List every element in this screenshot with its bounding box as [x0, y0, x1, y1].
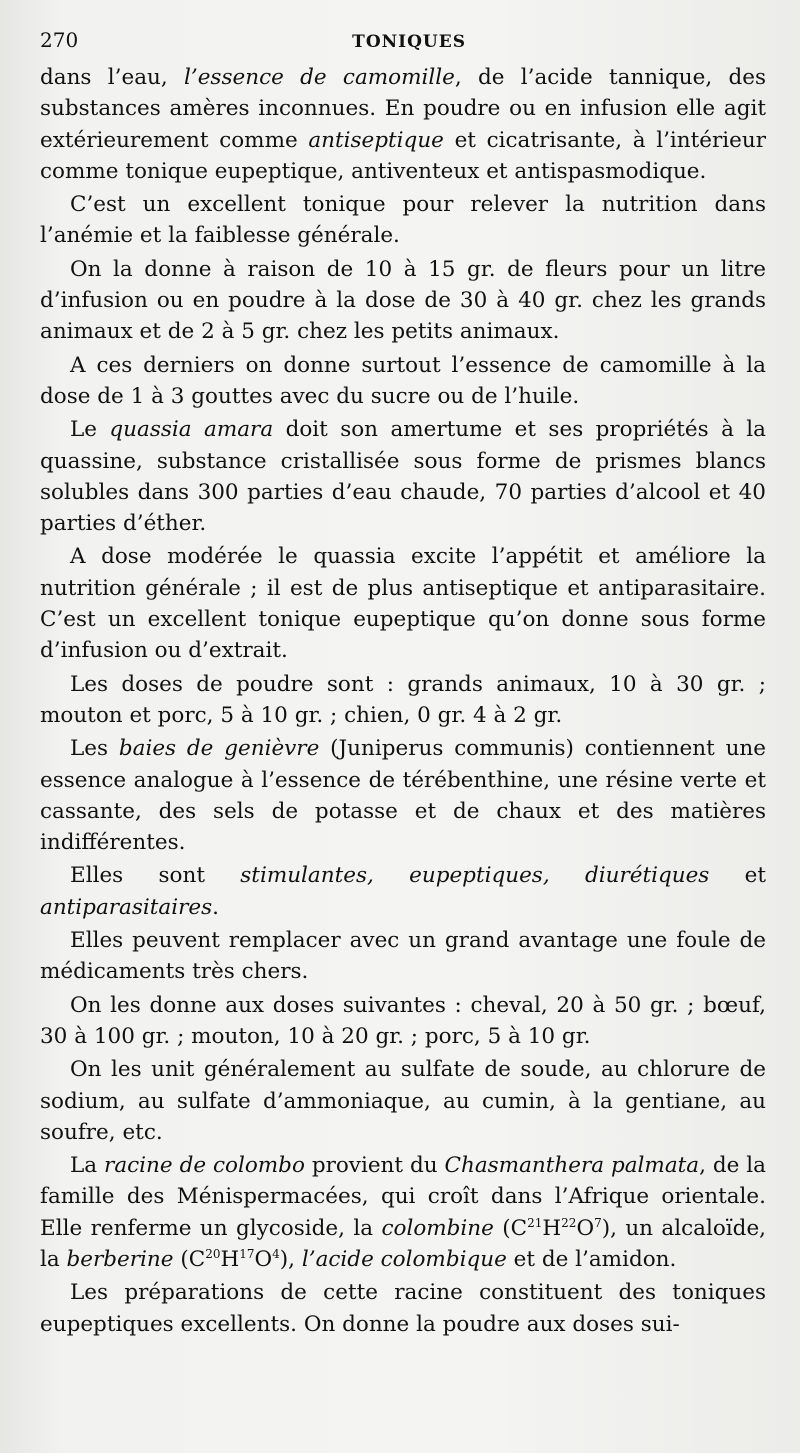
- text-run: et cicatrisante, à l’intérieur comme tonique eupeptique, antiventeux et antispasmodique.: [40, 127, 766, 184]
- paragraph: [40, 541, 766, 666]
- text-run: Le: [70, 417, 110, 443]
- text-run: A ces derniers on donne surtout l’essence de camomille à la dose de 1 à 3 gouttes avec du sucre ou de l’huile.: [40, 352, 766, 409]
- formula-superscript: 17: [239, 1246, 255, 1261]
- text-run: La: [70, 1153, 105, 1179]
- text-run: On la donne à raison de 10 à 15 gr. de fleurs pour un litre d’infusion ou en poudre à la dose de 30 à 40 gr. chez les grands animaux et de 2 à 5 gr. chez les petits animaux.: [40, 256, 766, 345]
- paragraph: [40, 350, 766, 413]
- text-run: ), un alcaloïde, la: [40, 1215, 766, 1272]
- paragraph: [40, 189, 766, 252]
- text-run: et: [709, 863, 766, 889]
- text-run: Les préparations de cette racine constituent des toniques eupeptiques excellents. On donne la poudre aux doses sui-: [40, 1280, 766, 1337]
- running-head: [40, 28, 766, 62]
- text-run: .: [212, 894, 219, 920]
- text-run: On les donne aux doses suivantes : cheval, 20 à 50 gr. ; bœuf, 30 à 100 gr. ; mouton, 10 à 20 gr. ; porc, 5 à 10 gr.: [40, 992, 766, 1049]
- text-run: doit son amertume et ses propriétés à la quassine, substance cristallisée sous forme de prismes blancs solubles dans 300 parties d’eau chaude, 70 parties d’alcool et 40 parties d’éther.: [40, 417, 766, 537]
- body-text: [40, 62, 766, 1340]
- formula-superscript: 20: [205, 1246, 221, 1261]
- page-number: 270: [40, 28, 79, 52]
- italic-term: stimulantes, eupeptiques, diurétiques: [240, 863, 710, 889]
- paragraph: [40, 62, 766, 187]
- text-run: (Juniperus communis) contiennent une essence analogue à l’essence de térébenthine, une résine verte et cassante, des sels de potasse et de chaux et des matières indifférentes.: [40, 736, 766, 856]
- paragraph: [40, 925, 766, 988]
- italic-term: l’acide colombique: [301, 1246, 507, 1272]
- text-run: O: [254, 1246, 273, 1272]
- italic-term: colombine: [381, 1215, 494, 1241]
- text-run: (C: [173, 1246, 206, 1272]
- text-run: et de l’amidon.: [506, 1246, 677, 1272]
- text-run: Elles sont: [70, 863, 241, 889]
- text-run: O: [576, 1215, 595, 1241]
- formula-superscript: 7: [594, 1215, 602, 1230]
- formula-superscript: 21: [527, 1215, 543, 1230]
- text-run: , de la famille des Ménispermacées, qui croît dans l’Afrique orientale. Elle renferme un glycoside, la: [40, 1153, 766, 1241]
- text-run: On les unit généralement au sulfate de soude, au chlorure de sodium, au sulfate d’ammoniaque, au cumin, à la gentiane, au soufre, etc.: [40, 1057, 766, 1145]
- formula-superscript: 22: [561, 1215, 577, 1230]
- text-run: C’est un excellent tonique pour relever la nutrition dans l’anémie et la faiblesse générale.: [40, 192, 766, 249]
- text-run: provient du: [304, 1153, 445, 1179]
- italic-term: Chasmanthera palmata: [444, 1153, 700, 1179]
- text-run: A dose modérée le quassia excite l’appétit et améliore la nutrition générale ; il est de plus antiseptique et antiparasitaire. C’est un excellent tonique eupeptique qu’on donne sous forme d’infusion ou d’extrait.: [40, 544, 766, 664]
- italic-term: berberine: [66, 1246, 174, 1272]
- paragraph: [40, 669, 766, 732]
- text-run: H: [542, 1215, 562, 1241]
- text-run: (C: [493, 1215, 528, 1241]
- italic-term: l’essence de camomille: [184, 65, 455, 90]
- paragraph: [40, 1150, 766, 1275]
- text-run: Les: [70, 736, 119, 762]
- paragraph: [40, 990, 766, 1053]
- paragraph: [40, 254, 766, 348]
- paragraph: [40, 414, 766, 539]
- paragraph: [40, 1277, 766, 1340]
- formula-superscript: 4: [272, 1246, 280, 1261]
- text-run: dans l’eau,: [40, 65, 184, 90]
- text-run: Elles peuvent remplacer avec un grand avantage une foule de médicaments très chers.: [40, 928, 766, 985]
- paragraph: [40, 860, 766, 923]
- text-run: , de l’acide tannique, des substances amères inconnues. En poudre ou en infusion elle agit extérieurement comme: [40, 65, 766, 153]
- text-run: ),: [279, 1246, 302, 1272]
- paragraph: [40, 1054, 766, 1148]
- text-run: Les doses de poudre sont : grands animaux, 10 à 30 gr. ; mouton et porc, 5 à 10 gr. ; chien, 0 gr. 4 à 2 gr.: [40, 671, 766, 728]
- italic-term: antiseptique: [308, 127, 444, 153]
- running-title: TONIQUES: [352, 32, 466, 52]
- italic-term: racine de colombo: [104, 1153, 305, 1179]
- italic-term: baies de genièvre: [118, 736, 320, 762]
- italic-term: antiparasitaires: [40, 894, 213, 920]
- italic-term: quassia amara: [109, 417, 274, 443]
- paragraph: [40, 733, 766, 858]
- text-run: H: [220, 1246, 240, 1272]
